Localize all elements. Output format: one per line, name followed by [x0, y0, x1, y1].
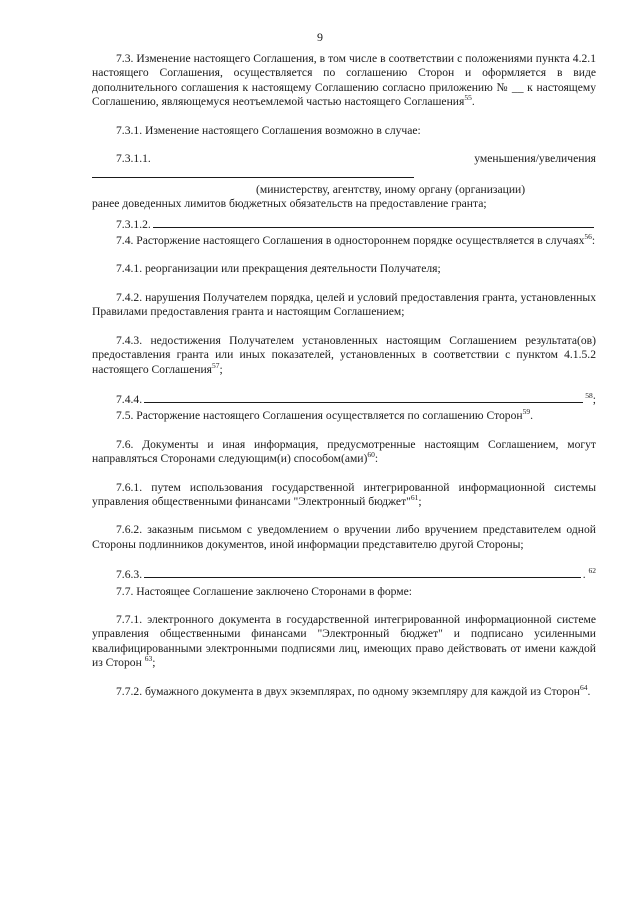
clause-7-4-3: 7.4.3. недостижения Получателем установленных настоящим Соглашением результата(ов) предоставления гранта или иных показателей, установленных в соответствии с пунктом 4.1.5.2 настоящего Соглашения$^{57}$; [92, 333, 596, 376]
footnote-ref-57[interactable]: 57 [212, 360, 220, 370]
clause-7-3-1: 7.3.1. Изменение настоящего Соглашения возможно в случае: [116, 123, 421, 137]
clause-7-4-4: 7.4.4. $^{58}$; [116, 391, 596, 406]
clause-7-7-2: 7.7.2. бумажного документа в двух экземплярах, по одному экземпляру для каждой из Сторон$^{64}$. [116, 682, 591, 698]
blank-line [144, 566, 581, 578]
clause-7-4: 7.4. Расторжение настоящего Соглашения в одностороннем порядке осуществляется в случаях$^{56}$: [116, 232, 596, 248]
document-body [92, 52, 596, 699]
blank-authority-field [92, 166, 414, 178]
clause-7-6: 7.6. Документы и иная информация, предусмотренные настоящим Соглашением, могут направляться Сторонами следующим(и) способом(ами)$^{60}$: [92, 437, 596, 466]
clause-7-6-3: 7.6.3. . $^{62}$ [116, 566, 596, 582]
footnote-ref-60[interactable]: 60 [367, 450, 375, 460]
footnote-ref-55[interactable]: 55 [464, 93, 472, 103]
blank-line [144, 391, 583, 403]
blank-line [153, 216, 594, 228]
footnote-ref-63[interactable]: 63 [144, 654, 153, 664]
authority-note: (министерству, агентству, иному органу (организации) [256, 182, 526, 196]
clause-7-3: 7.3. Изменение настоящего Соглашения, в том числе в соответствии с положениями пункта 4.2.1 настоящего Соглашения, осуществляется по соглашению Сторон и оформляется в виде дополнительного соглашения к настоящему Соглашению согласно приложению № __ к настоящему Соглашению, являющемуся неотъемлемой частью настоящего Соглашения$^{55}$. [92, 52, 596, 109]
footnote-ref-64[interactable]: 64 [579, 682, 588, 692]
footnote-ref-58[interactable]: 58 [585, 391, 593, 401]
clause-7-5: 7.5. Расторжение настоящего Соглашения осуществляется по соглашению Сторон$^{59}$. [116, 407, 533, 423]
clause-7-7: 7.7. Настоящее Соглашение заключено Сторонами в форме: [116, 584, 412, 598]
clause-7-6-2: 7.6.2. заказным письмом с уведомлением о вручении либо вручением представителем одной Стороны подлинников документов, иной информации представителю другой Стороны; [92, 523, 596, 551]
clause-7-6-1: 7.6.1. путем использования государственной интегрированной информационной системы управления общественными финансами "Электронный бюджет"$^{61}$; [92, 480, 596, 508]
clause-7-7-1: 7.7.1. электронного документа в государственной интегрированной информационной системе управления общественными финансами "Электронный бюджет" и подписано усиленными квалифицированными электронными подписями лиц, имеющих право действовать от имени каждой из Сторон $^{63}$; [92, 612, 596, 670]
clause-7-4-2: 7.4.2. нарушения Получателем порядка, целей и условий предоставления гранта, установленных Правилами предоставления гранта и настоящим Соглашением; [92, 290, 596, 319]
clause-7-4-1: 7.4.1. реорганизации или прекращения деятельности Получателя; [116, 262, 441, 276]
footnote-ref-62[interactable]: 62 [588, 566, 596, 576]
footnote-ref-59[interactable]: 59 [522, 407, 531, 417]
footnote-ref-61[interactable]: 61 [410, 493, 419, 503]
clause-7-3-1-1: 7.3.1.1. уменьшения/увеличения (министерству, агентству, иному органу (организации) ранее доведенных лимитов бюджетных обязательств на предоставление гранта; [92, 152, 596, 211]
footnote-ref-56[interactable]: 56 [584, 232, 592, 242]
clause-7-3-1-2: 7.3.1.2. [92, 216, 596, 232]
page-number: 9 [317, 30, 323, 44]
